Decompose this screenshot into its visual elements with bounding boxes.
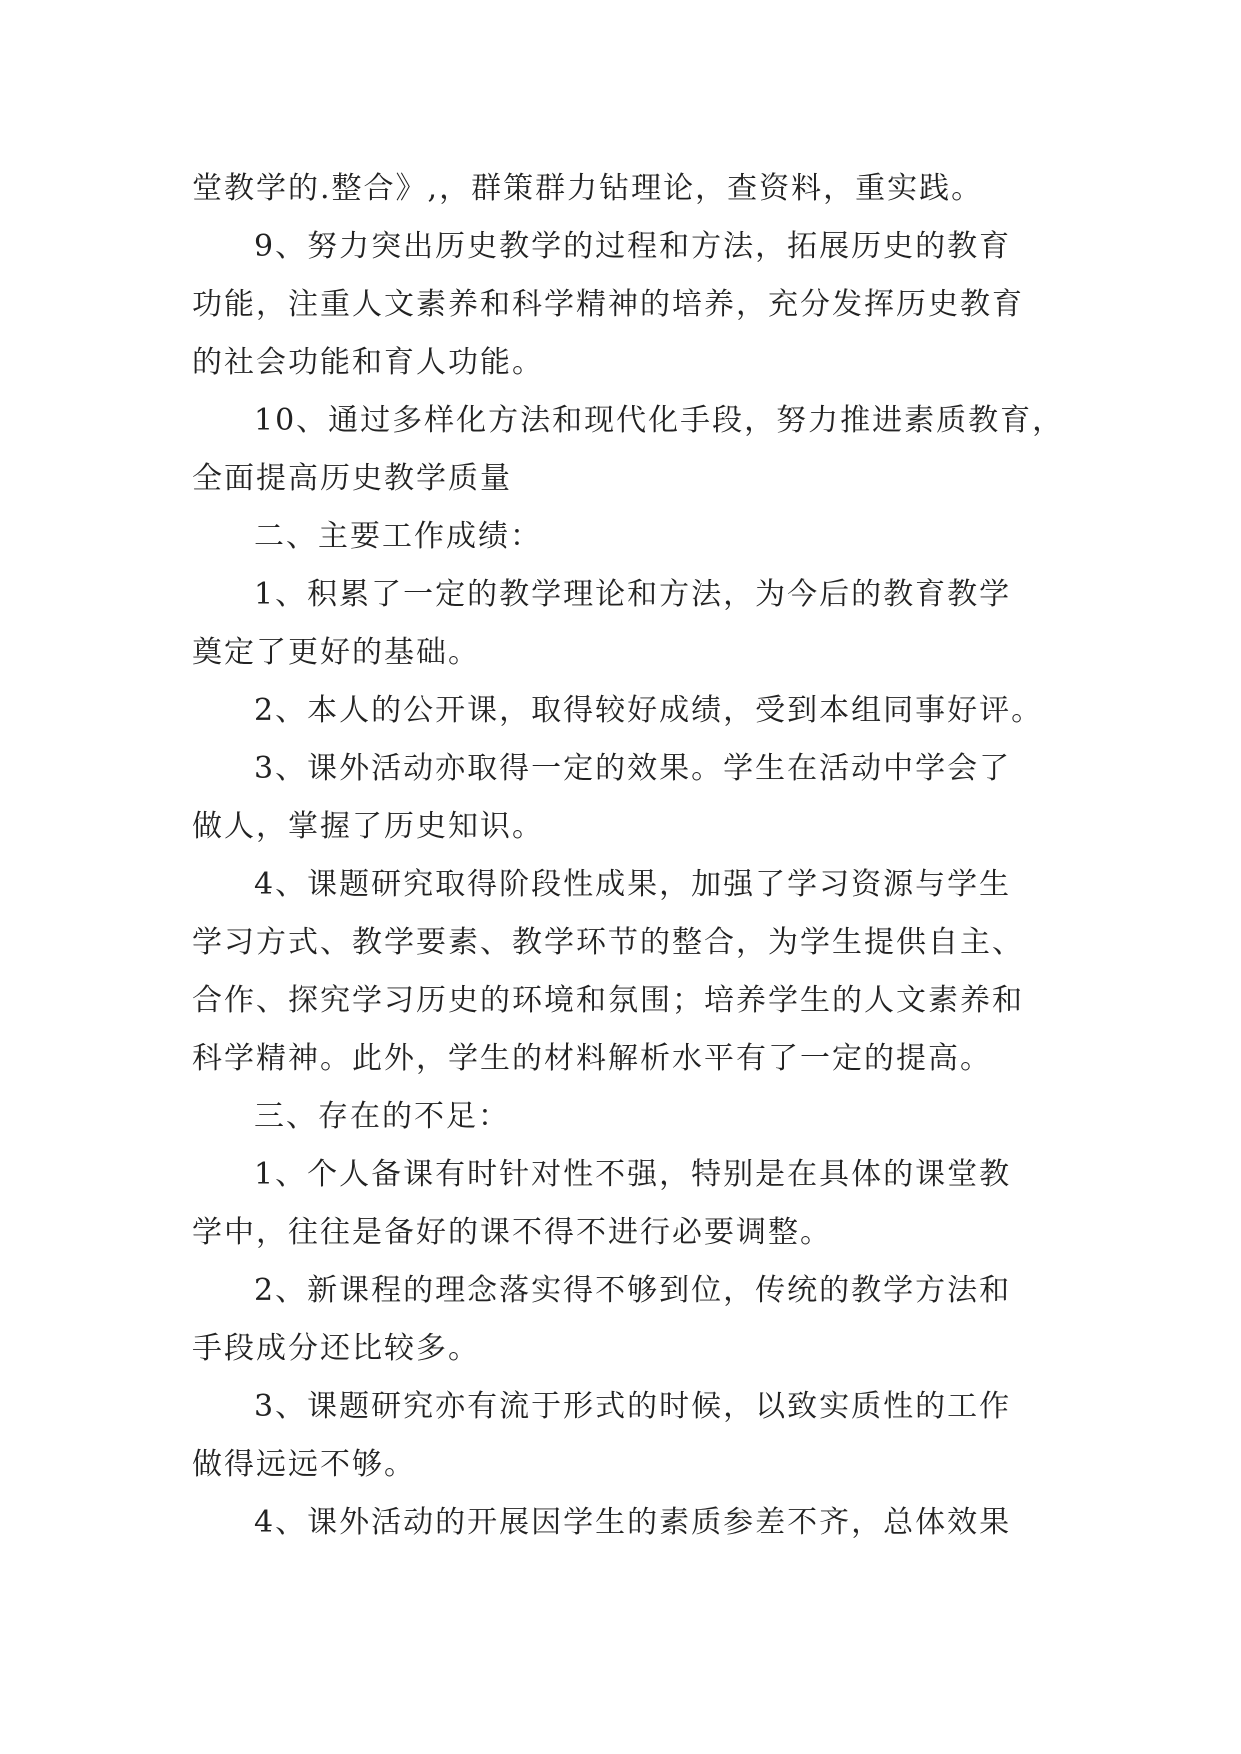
text-line: 合作、探究学习历史的环境和氛围；培养学生的人文素养和 xyxy=(192,983,1024,1018)
text-line: 学中，往往是备好的课不得不进行必要调整。 xyxy=(192,1215,832,1250)
paragraph xyxy=(192,1088,1072,1146)
text-line: 堂教学的.整合》,，群策群力钻理论，查资料，重实践。 xyxy=(192,171,984,206)
text-line: 三、存在的不足： xyxy=(254,1099,510,1134)
text-line: 做人，掌握了历史知识。 xyxy=(192,809,544,844)
text-line: 1、个人备课有时针对性不强，特别是在具体的课堂教 xyxy=(254,1157,1012,1192)
paragraph xyxy=(192,392,1072,508)
text-line: 奠定了更好的基础。 xyxy=(192,635,480,670)
paragraph xyxy=(192,1146,1072,1262)
text-line: 手段成分还比较多。 xyxy=(192,1331,480,1366)
text-line: 9、努力突出历史教学的过程和方法，拓展历史的教育 xyxy=(254,229,1012,264)
text-line: 4、课外活动的开展因学生的素质参差不齐，总体效果 xyxy=(254,1505,1012,1540)
text-line: 2、本人的公开课，取得较好成绩，受到本组同事好评。 xyxy=(254,693,1044,728)
paragraph xyxy=(192,682,1072,740)
paragraph xyxy=(192,508,1072,566)
text-line: 学习方式、教学要素、教学环节的整合，为学生提供自主、 xyxy=(192,925,1024,960)
paragraph xyxy=(192,566,1072,682)
text-line: 2、新课程的理念落实得不够到位，传统的教学方法和 xyxy=(254,1273,1012,1308)
paragraph xyxy=(192,1494,1072,1552)
text-line: 1、积累了一定的教学理论和方法，为今后的教育教学 xyxy=(254,577,1012,612)
text-line: 做得远远不够。 xyxy=(192,1447,416,1482)
text-line: 3、课题研究亦有流于形式的时候，以致实质性的工作 xyxy=(254,1389,1012,1424)
text-line: 全面提高历史教学质量 xyxy=(192,461,512,496)
text-line: 10、通过多样化方法和现代化手段，努力推进素质教育， xyxy=(254,403,1065,438)
text-line: 科学精神。此外，学生的材料解析水平有了一定的提高。 xyxy=(192,1041,992,1076)
paragraph xyxy=(192,856,1072,1088)
text-line: 二、主要工作成绩： xyxy=(254,519,542,554)
document-body xyxy=(192,160,1072,1552)
paragraph xyxy=(192,160,1072,218)
text-line: 功能，注重人文素养和科学精神的培养，充分发挥历史教育 xyxy=(192,287,1024,322)
paragraph xyxy=(192,740,1072,856)
paragraph xyxy=(192,1378,1072,1494)
paragraph xyxy=(192,1262,1072,1378)
text-line: 4、课题研究取得阶段性成果，加强了学习资源与学生 xyxy=(254,867,1012,902)
text-line: 的社会功能和育人功能。 xyxy=(192,345,544,380)
paragraph xyxy=(192,218,1072,392)
text-line: 3、课外活动亦取得一定的效果。学生在活动中学会了 xyxy=(254,751,1012,786)
